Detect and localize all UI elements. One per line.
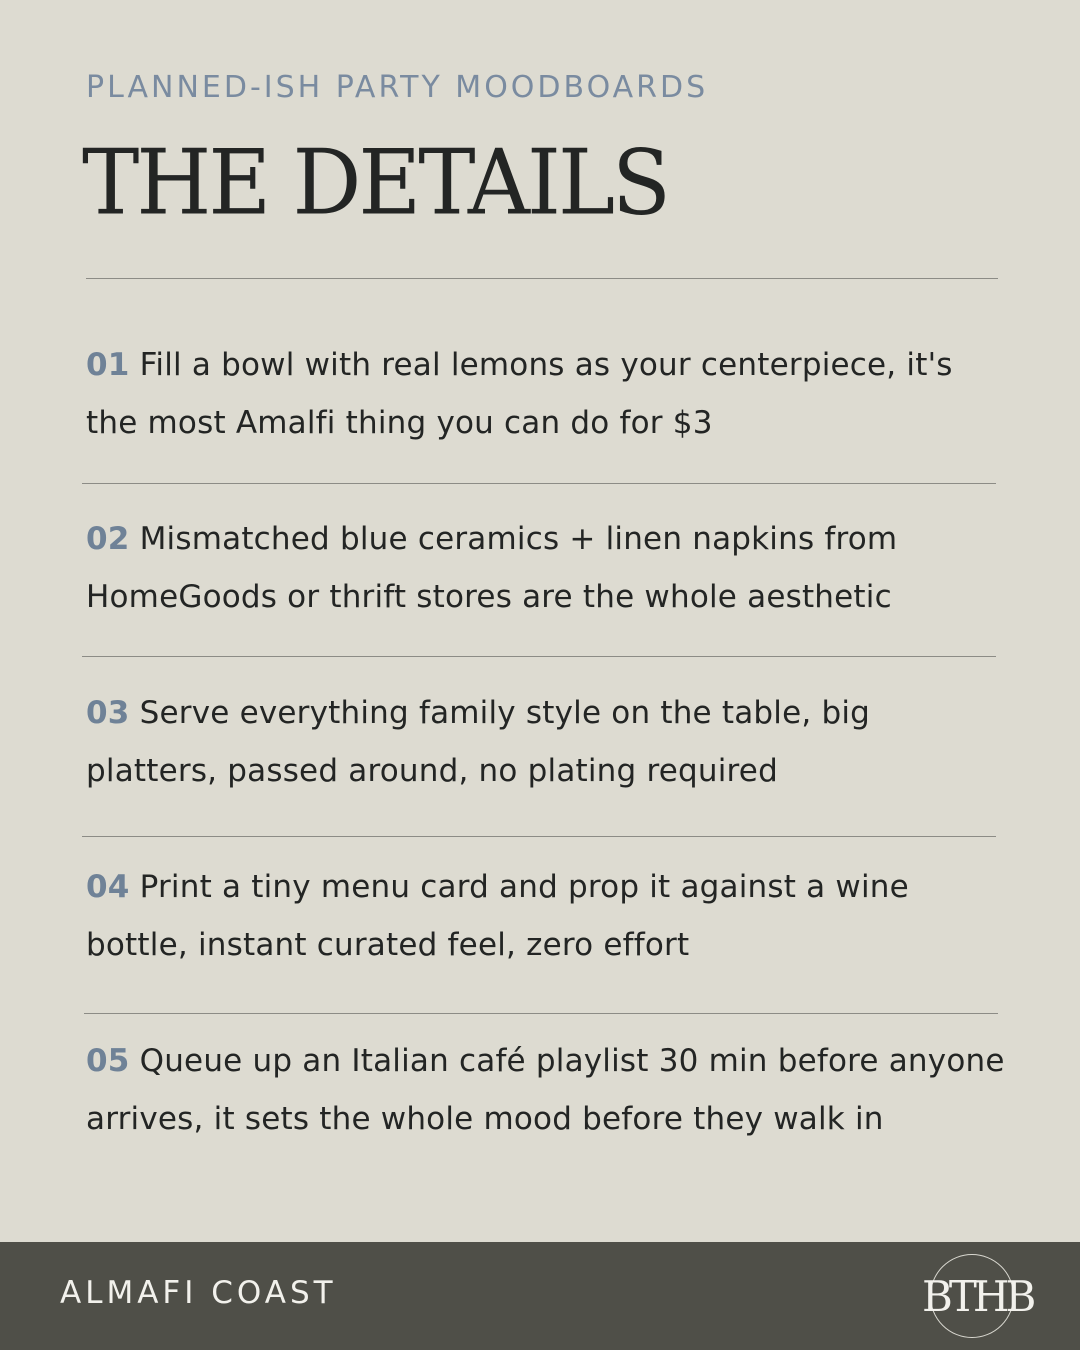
item-divider	[84, 1013, 998, 1014]
brand-logo-text: BTHB	[922, 1272, 1033, 1321]
title-divider	[86, 278, 998, 279]
item-divider	[82, 483, 996, 484]
footer-location-label: ALMAFI COAST	[60, 1275, 337, 1311]
detail-number-3: 03	[86, 695, 130, 731]
detail-number-2: 02	[86, 521, 130, 557]
detail-item-2	[86, 510, 1006, 626]
detail-item-5	[86, 1032, 1006, 1148]
detail-text-5: Queue up an Italian café playlist 30 min before anyone arrives, it sets the whole mood before they walk in	[86, 1043, 1005, 1137]
detail-text-3: Serve everything family style on the table, big platters, passed around, no plating required	[86, 695, 871, 789]
detail-text-1: Fill a bowl with real lemons as your centerpiece, it's the most Amalfi thing you can do for $3	[86, 347, 953, 441]
detail-number-4: 04	[86, 869, 130, 905]
detail-text-2: Mismatched blue ceramics + linen napkins from HomeGoods or thrift stores are the whole aesthetic	[86, 521, 898, 615]
detail-item-4	[86, 858, 1006, 974]
item-divider	[82, 656, 996, 657]
page-title: THE DETAILS	[82, 130, 668, 236]
detail-item-1	[86, 336, 1006, 452]
detail-number-5: 05	[86, 1043, 130, 1079]
detail-item-3	[86, 684, 1006, 800]
footer-band	[0, 1242, 1080, 1350]
detail-text-4: Print a tiny menu card and prop it against a wine bottle, instant curated feel, zero effort	[86, 869, 909, 963]
page-eyebrow: PLANNED-ISH PARTY MOODBOARDS	[86, 70, 709, 105]
detail-number-1: 01	[86, 347, 130, 383]
item-divider	[82, 836, 996, 837]
